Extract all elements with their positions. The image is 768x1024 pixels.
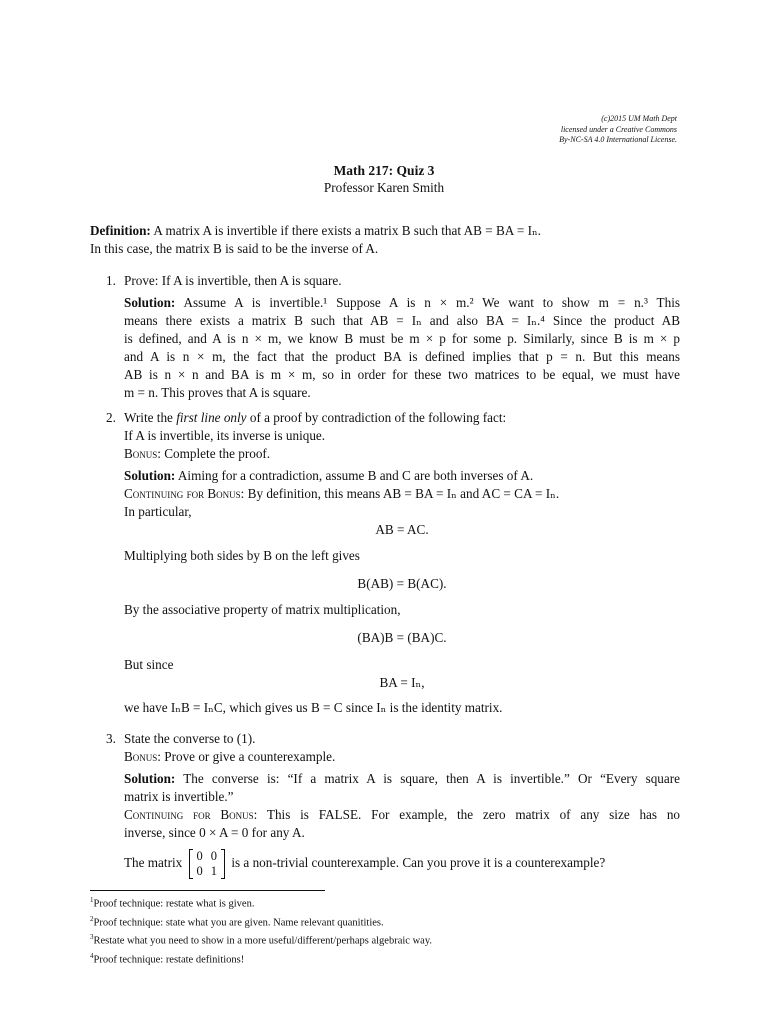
definition-label: Definition:: [90, 223, 151, 238]
counterexample-matrix: [189, 849, 226, 879]
continuing-text: inverse, since 0 × A = 0 for any A.: [124, 825, 305, 840]
continuing-text: By definition, this means AB = BA = Iₙ and AC = CA = Iₙ.: [247, 486, 560, 501]
solution-text: Multiplying both sides by B on the left gives: [124, 548, 360, 563]
solution-label: Solution:: [124, 771, 176, 786]
question-number: 2.: [106, 410, 116, 425]
footnote: [90, 893, 680, 912]
solution-text: we have IₙB = IₙC, which gives us B = C since Iₙ is the identity matrix.: [124, 700, 503, 715]
solution-text: Aiming for a contradiction, assume B and C are both inverses of A.: [177, 468, 534, 483]
quiz-title: Math 217: Quiz 3: [333, 163, 435, 178]
solution-label: Solution:: [124, 468, 176, 483]
solution-text: Assume A is invertible.¹ Suppose A is n × m.² We want to show m = n.³ This: [183, 295, 680, 310]
quiz-author: Professor Karen Smith: [323, 180, 445, 195]
bonus-label: Bonus:: [124, 446, 161, 461]
matrix-entry: 0: [196, 863, 203, 878]
continuing-text: This is FALSE. For example, the zero matrix of any size has no: [266, 807, 681, 822]
equation: BA = Iₙ,: [379, 675, 425, 690]
solution-text: matrix is invertible.”: [124, 789, 234, 804]
footnote: [90, 930, 680, 949]
solution-text: In particular,: [124, 504, 192, 519]
footnote: [90, 912, 680, 931]
question-fact: If A is invertible, its inverse is unique.: [124, 428, 326, 443]
solution-text: By the associative property of matrix multiplication,: [124, 602, 401, 617]
footnote-mark: 4: [90, 951, 94, 960]
equation: B(AB) = B(AC).: [357, 576, 447, 591]
matrix-entry: 0: [210, 848, 218, 863]
emphasis-text: first line only: [176, 410, 247, 425]
matrix-line: [124, 846, 680, 880]
footnote-text: Proof technique: restate definitions!: [93, 954, 245, 965]
solution-text: AB is n × n and BA is m × m, so in order for these two matrices to be equal, we must have: [124, 367, 680, 382]
footnote-mark: 2: [90, 914, 94, 923]
footnote-text: Proof technique: restate what is given.: [93, 898, 255, 910]
footnote-text: Proof technique: state what you are given. Name relevant quanitities.: [93, 917, 384, 928]
question-prompt: State the converse to (1).: [124, 731, 256, 746]
footnote-divider: [90, 890, 325, 891]
license-line: By-NC-SA 4.0 International License.: [559, 135, 677, 144]
license-line: (c)2015 UM Math Dept: [601, 114, 677, 123]
question-prompt: Write the first line only of a proof by contradiction of the following fact:: [124, 410, 507, 425]
question-number: 3.: [106, 731, 116, 746]
footnote-text: Restate what you need to show in a more useful/different/perhaps algebraic way.: [93, 935, 433, 947]
matrix-followup: is a non-trivial counterexample. Can you prove it is a counterexample?: [231, 855, 606, 870]
solution-text: The converse is: “If a matrix A is square, then A is invertible.” Or “Every square: [183, 771, 680, 786]
footnote: [90, 949, 680, 968]
bonus-text: Complete the proof.: [164, 446, 271, 461]
solution-text: is defined, and A is n × m, we know B must be m × p for some p. Similarly, since B is m × p: [124, 331, 680, 346]
solution-label: Solution:: [124, 295, 176, 310]
bonus-text: Prove or give a counterexample.: [164, 749, 336, 764]
continuing-label: Continuing for Bonus:: [124, 486, 245, 501]
solution-text: means there exists a matrix B such that AB = Iₙ and also BA = Iₙ.⁴ Since the product AB: [124, 313, 680, 328]
question-prompt: Prove: If A is invertible, then A is square.: [124, 273, 342, 288]
matrix-entry: 0: [196, 848, 203, 863]
equation: (BA)B = (BA)C.: [357, 630, 447, 645]
equation: AB = AC.: [375, 522, 429, 537]
question-number: 1.: [106, 273, 116, 288]
solution-text: and A is n × m, the fact that the product BA is defined implies that p = n. But this means: [124, 349, 680, 364]
footnotes: [90, 893, 680, 967]
license-notice: [417, 114, 677, 146]
license-line: licensed under a Creative Commons: [560, 124, 677, 134]
definition-text: In this case, the matrix B is said to be the inverse of A.: [90, 241, 379, 256]
bonus-label: Bonus:: [124, 749, 161, 764]
solution-text: But since: [124, 657, 174, 672]
solution-text: m = n. This proves that A is square.: [124, 385, 311, 400]
matrix-intro: The matrix: [124, 855, 183, 870]
footnote-mark: 3: [90, 933, 94, 941]
definition-block: [90, 222, 680, 258]
continuing-label: Continuing for Bonus:: [124, 807, 258, 822]
footnote-mark: 1: [90, 896, 94, 904]
matrix-entry: 1: [210, 863, 218, 878]
definition-text: A matrix A is invertible if there exists a matrix B such that AB = BA = Iₙ.: [153, 223, 541, 238]
